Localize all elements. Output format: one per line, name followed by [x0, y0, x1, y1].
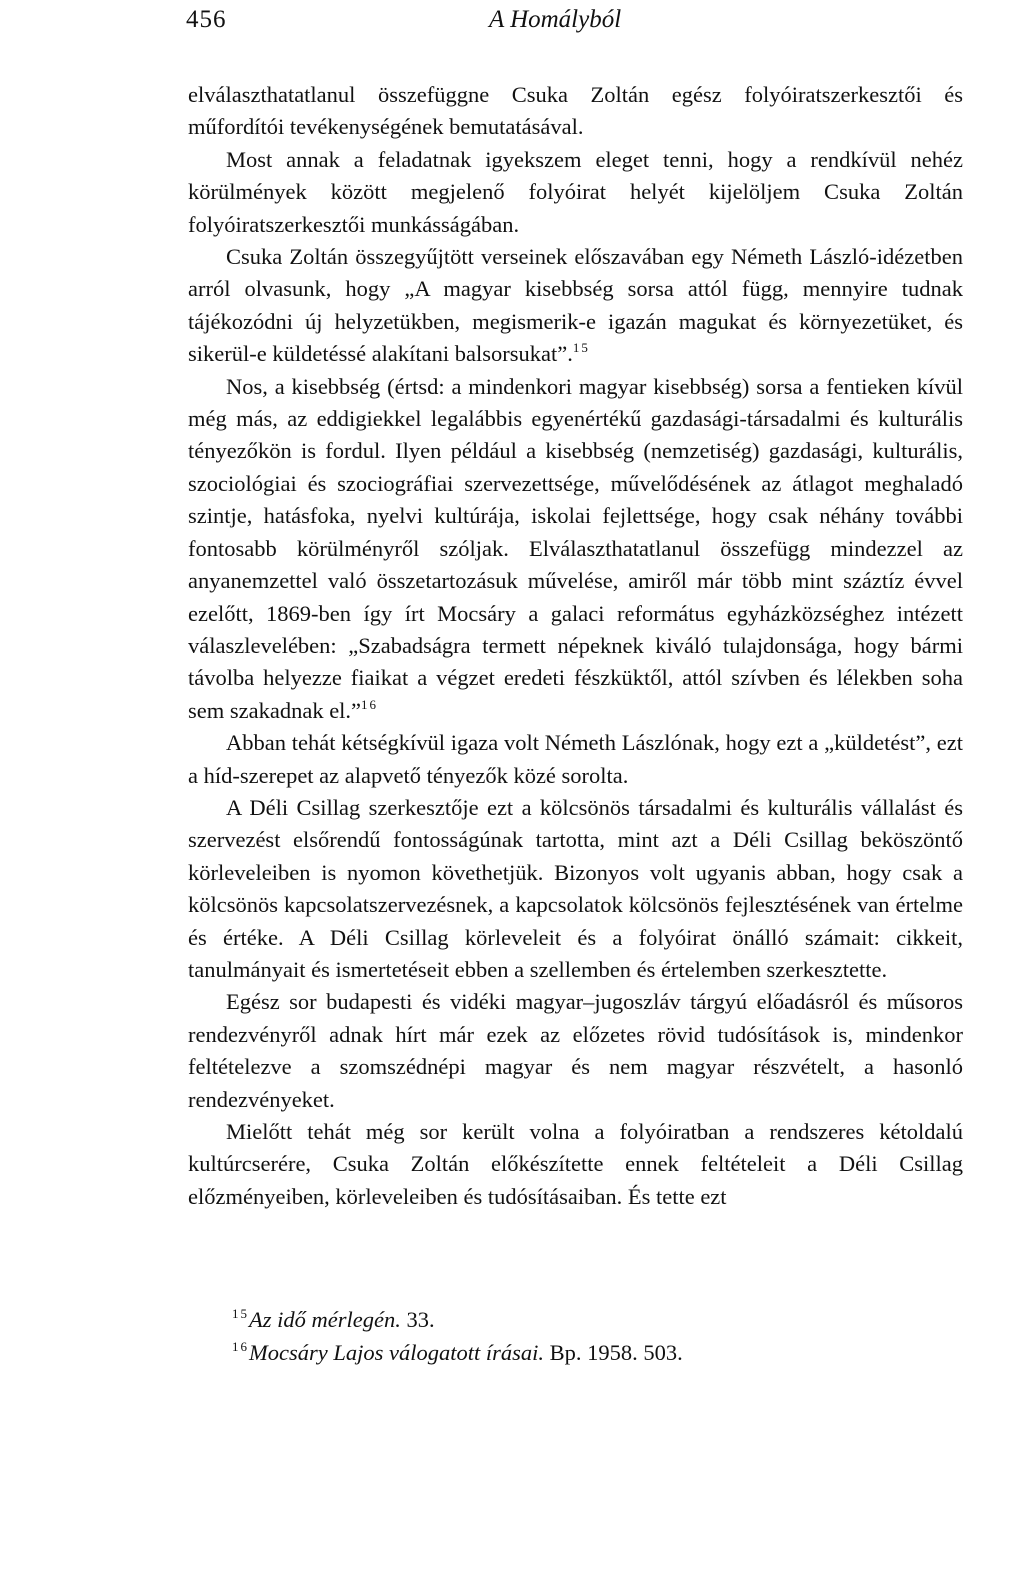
- paragraph: [188, 986, 963, 1116]
- paragraph-text: Csuka Zoltán összegyűjtött verseinek előszavában egy Németh László-idézetben arról olvasunk, hogy „A magyar kisebbség sorsa attól függ, mennyire tudnak tájékozódni új helyzetükben, megismerik-e igazán magukat és környezetüket, és sikerül-e küldetéssé alakítani balsorsukat”.: [188, 244, 963, 367]
- paragraph-text: Abban tehát kétségkívül igaza volt Németh Lászlónak, hogy ezt a „küldetést”, ezt a híd-szerepet az alapvető tényezők közé sorolta.: [188, 730, 963, 788]
- paragraph: [188, 792, 963, 986]
- running-title: A Homályból: [489, 6, 622, 33]
- footnote-mark: 16: [232, 1339, 249, 1354]
- paragraph: [188, 241, 963, 371]
- paragraph-text: Most annak a feladatnak igyekszem eleget tenni, hogy a rendkívül nehéz körülmények között megjelenő folyóirat helyét kijelöljem Csuka Zoltán folyóiratszerkesztői munkásságában.: [188, 146, 963, 237]
- footnote-text: 33.: [400, 1307, 435, 1332]
- footnote-text: Bp. 1958. 503.: [544, 1340, 683, 1365]
- body-text: [188, 79, 963, 1213]
- footnote: [232, 1303, 932, 1336]
- paragraph: [188, 144, 963, 241]
- footnote-reference: 16: [361, 696, 379, 712]
- paragraph-text: Mielőtt tehát még sor került volna a folyóiratban a rendszeres kétoldalú kultúrcserére, Csuka Zoltán előkészítette ennek feltételeit a Déli Csillag előzményeiben, körleveleiben és tudósításaiban. És tette ezt: [188, 1119, 963, 1209]
- paragraph-text: elválaszthatatlanul összefüggne Csuka Zoltán egész folyóiratszerkesztői és műfordítói tevékenységének bemutatásával.: [188, 82, 963, 140]
- paragraph-text: A Déli Csillag szerkesztője ezt a kölcsönös társadalmi és kulturális vállalást és szervezést elsőrendű fontosságúnak tartotta, mint azt a Déli Csillag beköszöntő körleveleiben is nyomon követhetjük. Bizonyos volt ugyanis abban, hogy csak a kölcsönös kapcsolatszervezésnek, a kapcsolatok kölcsönös fejlesztésének van értelme és értéke. A Déli Csillag körleveleit és a folyóirat önálló számait: cikkeit, tanulmányait és ismertetéseit ebben a szellemben és értelemben szerkesztette.: [188, 794, 963, 982]
- footnote: [232, 1336, 932, 1369]
- footnote-reference: 15: [572, 340, 590, 356]
- footnotes: [232, 1303, 932, 1369]
- footnote-mark: 15: [232, 1306, 249, 1321]
- paragraph-text: Nos, a kisebbség (értsd: a mindenkori magyar kisebbség) sorsa a fentieken kívül még más, az eddigiekkel legalábbis egyenértékű gazdasági-társadalmi és kulturális tényezőkön is fordul. Ilyen például a kisebbség (nemzetiség) gazdasági, kulturális, szociológiai és szociográfiai szervezettsége, művelődésének az átlagot meghaladó szintje, hatásfoka, nyelvi kultúrája, iskolai fejlettsége, hogy csak néhány további fontosabb körülményről szóljak. Elválaszthatatlanul összefügg mindezzel az anyanemzettel való összetartozásuk művelése, amiről már több mint száztíz évvel ezelőtt, 1869-ben így írt Mocsáry a galaci református egyházközséghez intézett válaszlevelében: „Szabadságra termett népeknek kiváló tulajdonsága, hogy bármi távolba helyezze fiaikat a végzet eredeti fészküktől, attól szívben és lélekben soha sem szakadnak el.”: [188, 373, 963, 723]
- paragraph: [188, 727, 963, 792]
- paragraph: [188, 1116, 963, 1213]
- paragraph: [188, 371, 963, 727]
- footnote-title: Mocsáry Lajos válogatott írásai.: [249, 1340, 545, 1365]
- footnote-title: Az idő mérlegén.: [249, 1307, 401, 1332]
- paragraph: [188, 79, 963, 144]
- page-number: 456: [186, 6, 227, 33]
- paragraph-text: Egész sor budapesti és vidéki magyar–jugoszláv tárgyú előadásról és műsoros rendezvényről adnak hírt már ezek az előzetes rövid tudósítások is, mindenkor feltételezve a szomszédnépi magyar és nem magyar részvételt, a hasonló rendezvényeket.: [188, 989, 963, 1112]
